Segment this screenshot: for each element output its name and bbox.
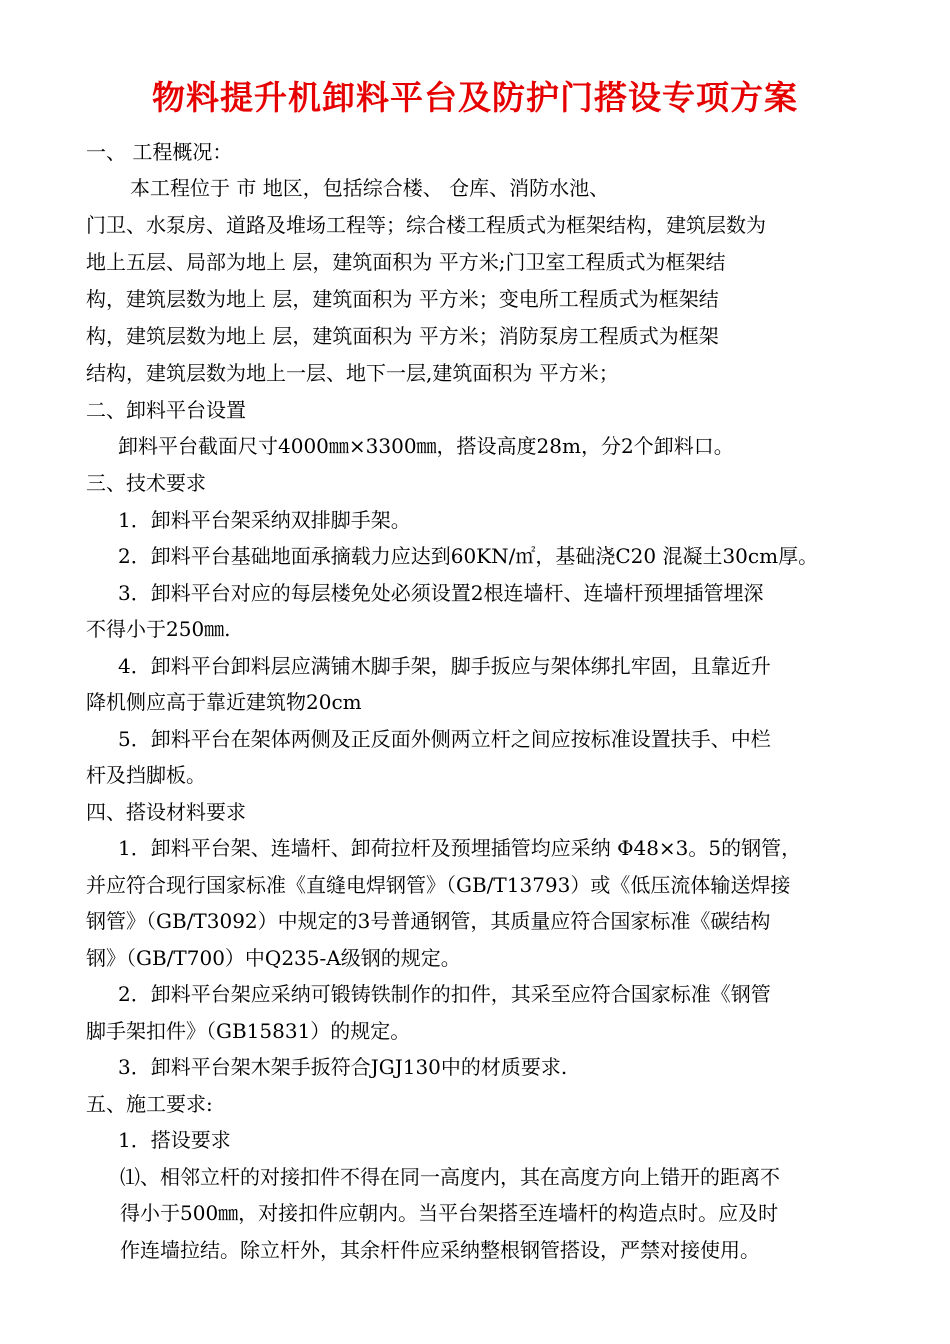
document-title: 物料提升机卸料平台及防护门搭设专项方案 [152,78,798,117]
paragraph-line: 本工程位于 市 地区，包括综合楼、 仓库、消防水池、 [130,176,610,200]
paragraph-line: 杆及挡脚板。 [86,763,206,787]
list-item: 5．卸料平台在架体两侧及正反面外侧两立杆之间应按标准设置扶手、中栏 [118,727,771,751]
paragraph-line: 不得小于250㎜. [86,617,231,641]
list-item: 4．卸料平台卸料层应满铺木脚手架，脚手扳应与架体绑扎牢固，且靠近升 [118,654,771,678]
paragraph-line: 构，建筑层数为地上 层，建筑面积为 平方米；消防泵房工程质式为框架 [86,324,719,348]
paragraph-line: 钢管》（GB/T3092）中规定的3号普通钢管，其质量应符合国家标准《碳结构 [86,909,771,933]
list-item: 1．卸料平台架采纳双排脚手架。 [118,508,411,532]
list-item: 3．卸料平台架木架手扳符合JGJ130中的材质要求. [118,1055,568,1079]
section-heading-platform: 二、卸料平台设置 [86,398,246,422]
paragraph-line: 降机侧应高于靠近建筑物20cm [86,690,362,714]
list-item: 2．卸料平台基础地面承摘载力应达到60KN/㎡，基础浇C20 混凝土30cm厚。 [118,544,819,568]
paragraph-line: 地上五层、局部为地上 层，建筑面积为 平方米;门卫室工程质式为框架结 [86,250,726,274]
list-item: ⑴、相邻立杆的对接扣件不得在同一高度内，其在高度方向上错开的距离不 [120,1165,780,1189]
section-heading-overview: 一、 工程概况： [86,140,233,164]
paragraph-line: 构，建筑层数为地上 层，建筑面积为 平方米；变电所工程质式为框架结 [86,287,719,311]
paragraph-line: 钢》（GB/T700）中Q235-A级钢的规定。 [86,946,461,970]
list-item: 1．卸料平台架、连墙杆、卸荷拉杆及预埋插管均应采纳 Φ48×3。5的钢管， [118,836,802,860]
paragraph-line: 结构，建筑层数为地上一层、地下一层,建筑面积为 平方米； [86,361,619,385]
list-item: 2．卸料平台架应采纳可锻铸铁制作的扣件，其采至应符合国家标准《钢管 [118,982,771,1006]
list-item: 1．搭设要求 [118,1128,231,1152]
paragraph-line: 得小于500㎜，对接扣件应朝内。当平台架搭至连墙杆的构造点时。应及时 [120,1201,779,1225]
section-heading-technical: 三、技术要求 [86,471,206,495]
paragraph-line: 作连墙拉结。除立杆外，其余杆件应采纳整根钢管搭设，严禁对接使用。 [120,1238,760,1262]
section-heading-materials: 四、搭设材料要求 [86,800,246,824]
list-item: 3．卸料平台对应的每层楼免处必须设置2根连墙杆、连墙杆预埋插管埋深 [118,581,764,605]
paragraph-line: 脚手架扣件》（GB15831）的规定。 [86,1019,411,1043]
paragraph-line: 门卫、水泵房、道路及堆场工程等；综合楼工程质式为框架结构，建筑层数为 [86,213,766,237]
paragraph-line: 卸料平台截面尺寸4000㎜×3300㎜，搭设高度28m，分2个卸料口。 [118,434,734,458]
paragraph-line: 并应符合现行国家标准《直缝电焊钢管》（GB/T13793）或《低压流体输送焊接 [86,873,791,897]
section-heading-construction: 五、施工要求: [86,1092,213,1116]
